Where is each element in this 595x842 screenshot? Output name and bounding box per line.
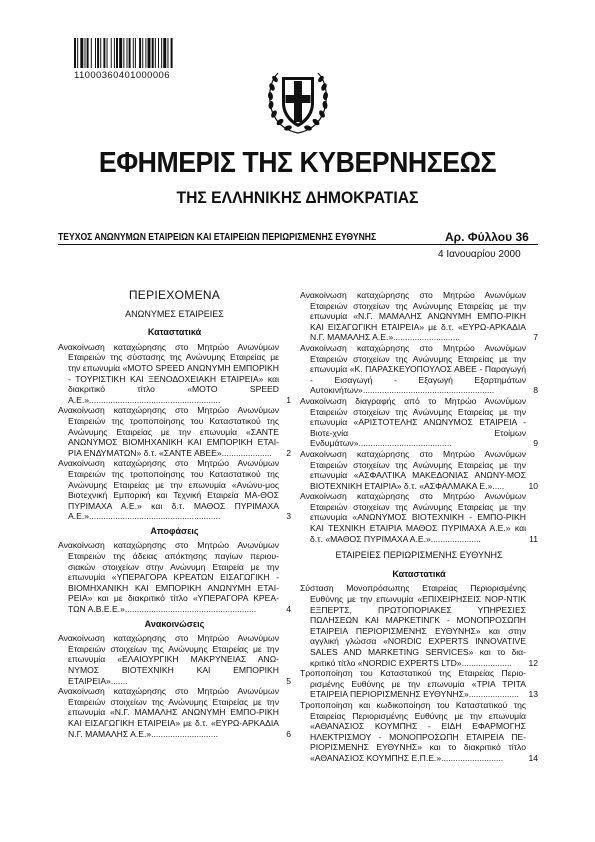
toc-entry xyxy=(58,633,291,686)
toc-entry-page-number: 4 xyxy=(286,604,291,615)
section-heading-epe: ΕΤΑΙΡΕΙΕΣ ΠΕΡΙΩΡΙΣΜΕΝΗΣ ΕΥΘΥΝΗΣ xyxy=(335,550,503,561)
toc-entry-page-number: 14 xyxy=(528,752,538,763)
barcode-bar xyxy=(145,38,146,68)
barcode-bar xyxy=(91,38,92,68)
toc-subsection-heading: Καταστατικά xyxy=(147,327,202,338)
toc-entry-text: Ανακοίνωση καταχώρησης στο Μητρώο Ανωνύμων Εταιρειών στοιχείων της Ανώνυμης Εταιρείας με την επωνυμία «Ν.Γ. ΜΑΜΑΛΗΣ ΑΝΩΝΥΜΗ ΕΜΠΟ-ΡΙΚΗ ΚΑΙ ΕΙΣΑΓΩΓΙΚΗ ΕΤΑΙΡΕΙΑ» με δ.τ. «ΕΥΡΩ-ΑΡΚΑΔΙΑ Ν.Γ. ΜΑΜΑΛΗΣ Α.Ε.»............................ xyxy=(58,686,279,739)
toc-entry xyxy=(58,342,291,406)
barcode-bar xyxy=(87,38,89,68)
toc-entry-text: Ανακοίνωση καταχώρησης στο Μητρώο Ανωνύμων Εταιρειών στοιχείων της Ανώνυμης Εταιρείας με την επωνυμία «ΑΝΩΝΥΜΟΣ ΒΙΟΤΕΧΝΙΚΗ - ΕΜΠΟ-ΡΙΚΗ ΚΑΙ ΤΕΧΝΙΚΗ ΕΤΑΙΡΙΑ ΜΑΘΟΣ ΠΥΡΙΜΑΧΑ Α.Ε.» και δ.τ. «ΜΑΘΟΣ ΠΥΡΙΜΑΧΑ Α.Ε.»..................... xyxy=(300,491,526,544)
barcode-bar xyxy=(139,38,141,68)
barcode-bar xyxy=(111,38,112,68)
toc-entry-page-number: 5 xyxy=(286,675,291,686)
toc-entry-text: Ανακοίνωση διαγραφής από το Μητρώο Ανωνύμων Εταιρειών στοιχείων της Ανώνυμης Εταιρείας με την επωνυμία «ΑΡΙΣΤΟΤΕΛΗΣ ΑΝΩΝΥΜΟΣ ΕΤΑΙΡΕΙΑ - Βιοτε-χνία Ετοίμων Ενδυμάτων»....................................... xyxy=(300,395,526,449)
toc-entry-text: Τροποποίηση και κωδικοποίηση του Καταστατικού της Εταιρείας Περιορισμένης Ευθύνης με την επωνυμία «ΑΘΑΝΑΣΙΟΣ ΚΟΥΜΠΗΣ - ΕΙΔΗ ΕΦΑΡΜΟΓΗΣ ΗΛΕΚΤΡΙΣΜΟΥ - ΜΟΝΟΠΡΟΣΩΠΗ ΕΤΑΙΡΕΙΑ ΠΕ-ΡΙΟΡΙΣΜΕΝΗΣ ΕΥΘΥΝΗΣ» και το διακριτικό τίτλο «ΑΘΑΝΑΣΙΟΣ ΚΟΥΜΠΗΣ Ε.Π.Ε.».......................... xyxy=(300,699,526,763)
toc-left-entries xyxy=(58,327,291,739)
toc-entry-page-number: 7 xyxy=(533,332,538,343)
barcode-bar xyxy=(129,38,131,68)
toc-entry xyxy=(300,343,538,396)
barcode-bar xyxy=(95,38,96,68)
barcode-bar xyxy=(80,38,83,68)
barcode-bar xyxy=(119,38,122,68)
barcode-bar xyxy=(135,38,136,68)
toc-subsection-heading: Ανακοινώσεις xyxy=(144,618,205,629)
toc-right-top-entries xyxy=(300,290,538,544)
toc-entry-text: Ανακοίνωση καταχώρησης στο Μητρώο Ανωνύμων Εταιρειών της σύστασης της Ανώνυμης Εταιρείας με την επωνυμία «ΜΟΤΟ SPEED ΑΝΩΝΥΜΗ ΕΜΠΟΡΙΚΗ - ΤΟΥΡΙΣΤΙΚΗ ΚΑΙ ΞΕΝΟΔΟΧΕΙΑΚΗ ΕΤΑΙΡΕΙΑ» και διακριτικό τίτλο «ΜΟΤΟ SPEED Α.Ε.»....................................................... xyxy=(58,341,279,405)
toc-entry xyxy=(58,540,291,614)
barcode-bar xyxy=(114,38,115,68)
barcode-bar xyxy=(171,38,173,68)
toc-subsection-heading: Αποφάσεις xyxy=(150,525,199,536)
issue-sheet-number: Αρ. Φύλλου 36 xyxy=(445,230,529,244)
barcode-bar xyxy=(103,38,105,68)
header-divider xyxy=(58,244,538,245)
toc-entry xyxy=(300,583,538,668)
toc-entry-text: Ανακοίνωση καταχώρησης στο Μητρώο Ανωνύμων Εταιρειών της τροποποίησης του Καταστατικού της Ανώνυμης Εταιρείας με την επωνυμία «Ανώνυ-μος Βιοτεχνική Εμπορική και Τεχνική Εταιρεία ΜΑ-ΘΟΣ ΠΥΡΙΜΑΧΑ Α.Ε.» και δ.τ. ΜΑΘΟΣ ΠΥΡΙΜΑΧΑ Α.Ε.»....................................................... xyxy=(58,458,279,522)
toc-entry xyxy=(300,491,538,544)
toc-entry xyxy=(58,405,291,458)
barcode-bar xyxy=(127,38,128,68)
toc-entry-page-number: 1 xyxy=(286,394,291,405)
barcode-bar xyxy=(152,38,154,68)
toc-entry xyxy=(300,290,538,343)
toc-entry-text: Ανακοίνωση καταχώρησης στο Μητρώο Ανωνύμων Εταιρειών της τροποποίησης του Καταστατικού της Ανώνυμης Εταιρείας με την επωνυμία «ΣΑΝΤΕ ΑΝΩΝΥΜΟΣ ΒΙΟΜΗΧΑΝΙΚΗ ΚΑΙ ΕΜΠΟΡΙΚΗ ΕΤΑΙ-ΡΙΑ ΕΝΔΥΜΑΤΩΝ» δ.τ. «ΣΑΝΤΕ ΑΒΕΕ»..................... xyxy=(58,405,279,458)
barcode-bar xyxy=(74,38,76,68)
barcode-bar xyxy=(107,38,108,68)
toc-entry-text: Ανακοίνωση καταχώρησης στο Μητρώο Ανωνύμων Εταιρειών στοιχείων της Ανώνυμης Εταιρείας με την επωνυμία «ΑΣΦΑΛΤΙΚΑ ΜΑΚΕΔΟΝΙΑΣ ΑΝΩΝΥ-ΜΟΣ ΒΙΟΤΕΧΝΙΚΗ ΕΤΑΙΡΙΑ» δ.τ. «ΑΣΦΑΛΜΑΚΑ Ε.»..... xyxy=(300,448,526,491)
issue-date: 4 Ιανουαρίου 2000 xyxy=(438,249,521,260)
toc-entry-page-number: 3 xyxy=(286,511,291,522)
barcode-bar xyxy=(158,38,159,68)
page-title: ΕΦΗΜΕΡΙΣ ΤΗΣ ΚΥΒΕΡΝΗΣΕΩΣ xyxy=(98,147,497,179)
toc-entry-page-number: 11 xyxy=(529,533,538,544)
toc-entry-page-number: 2 xyxy=(286,447,291,458)
section-heading-ae: ΑΝΩΝΥΜΕΣ ΕΤΑΙΡΕΙΕΣ xyxy=(125,308,224,319)
toc-entry-text: Ανακοίνωση καταχώρησης στο Μητρώο Ανωνύμων Εταιρειών στοιχείων της Ανώνυμης Εταιρείας με την επωνυμία «Κ. ΠΑΡΑΣΚΕΥΟΠΟΥΛΟΣ ΑΒΕΕ - Παραγωγή - Εισαγωγή - Εξαγωγή Εξαρτημάτων Αυτοκινήτων»....................................................... xyxy=(300,342,526,396)
toc-entry xyxy=(300,700,538,764)
toc-entry xyxy=(300,396,538,449)
toc-entry-text: Ανακοίνωση καταχώρησης στο Μητρώο Ανωνύμων Εταιρειών στοιχείων της Ανώνυμης Εταιρείας με την επωνυμία «Ν.Γ. ΜΑΜΑΛΗΣ ΑΝΩΝΥΜΗ ΕΜΠΟ-ΡΙΚΗ ΚΑΙ ΕΙΣΑΓΩΓΙΚΗ ΕΤΑΙΡΕΙΑ» με δ.τ. «ΕΥΡΩ-ΑΡΚΑΔΙΑ Ν.Γ. ΜΑΜΑΛΗΣ Α.Ε.»............................ xyxy=(300,290,526,343)
toc-entry-text: Ανακοίνωση καταχώρησης στο Μητρώο Ανωνύμων Εταιρειών της άδειας απόκτησης παγίων περιου-σιακών στοιχείων στην Ανώνυμη Εταιρεία με την επωνυμία «ΥΠΕΡΑΓΟΡΑ ΚΡΕΑΤΩΝ ΕΙΣΑΓΩΓΙΚΗ - ΒΙΟΜΗΧΑΝΙΚΗ ΚΑΙ ΕΜΠΟΡΙΚΗ ΑΝΩΝΥΜΗ ΕΤΑΙ-ΡΕΙΑ» και με διακριτικό τίτλο «ΥΠΕΡΑΓΟΡΑ ΚΡΕΑ-ΤΩΝ Α.Β.Ε.Ε.»....................................................... xyxy=(58,540,279,615)
barcode-bar xyxy=(142,38,143,68)
barcode-bar xyxy=(123,38,124,68)
coat-of-arms-icon xyxy=(262,65,334,137)
toc-entry-text: Ανακοίνωση καταχώρησης στο Μητρώο Ανωνύμων Εταιρειών στοιχείων της Ανώνυμης Εταιρείας με την επωνυμία «ΕΛΑΙΟΥΡΓΙΚΗ ΜΑΚΡΥΝΕΙΑΣ ΑΝΩ-ΝΥΜΟΣ ΒΙΟΤΕΧΝΙΚΗ ΚΑΙ ΕΜΠΟΡΙΚΗ ΕΤΑΙΡΕΙΑ»....... xyxy=(58,633,279,686)
toc-entry-page-number: 9 xyxy=(533,438,538,449)
toc-left-column xyxy=(58,290,291,739)
toc-entry xyxy=(300,668,538,700)
barcode-bar xyxy=(167,38,168,68)
page-subtitle: ΤΗΣ ΕΛΛΗΝΙΚΗΣ ΔΗΜΟΚΡΑΤΙΑΣ xyxy=(176,189,419,207)
barcode-bar xyxy=(97,38,99,68)
barcode-bar xyxy=(133,38,134,68)
toc-entry-text: Σύσταση Μονοπρόσωπης Εταιρείας Περιορισμένης Ευθύνης με την επωνυμία «ΕΠΙΧΕΙΡΗΣΕΙΣ ΝΟΡ-ΝΤΙΚ ΕΞΠΕΡΤΣ, ΠΡΩΤΟΠΟΡΙΑΚΕΣ ΥΠΗΡΕΣΙΕΣ ΠΩΛΗΣΕΩΝ ΚΑΙ ΜΑΡΚΕΤΙΝΓΚ - ΜΟΝΟΠΡΟΣΩΠΗ ΕΤΑΙΡΕΙΑ ΠΕΡΙΟΡΙΣΜΕΝΗΣ ΕΥΘΥΝΗΣ» και στην αγγλική γλώσσα «NORDIC EXPERTS INNOVATIVE SALES AND MARKETING SERVICES» και το δια-κριτικό τίτλο «NORDIC EXPERTS LTD»..................... xyxy=(300,583,526,668)
barcode-bar xyxy=(161,38,162,68)
toc-subsection-heading: Καταστατικά xyxy=(392,568,446,579)
toc-entry-page-number: 10 xyxy=(528,480,538,491)
barcode-number: 11000360401000006 xyxy=(74,70,170,81)
barcode-bar xyxy=(100,38,101,68)
toc-entry-page-number: 13 xyxy=(528,689,538,700)
barcode-image xyxy=(74,38,211,68)
toc-entry-page-number: 8 xyxy=(533,385,538,396)
toc-right-column xyxy=(300,290,538,764)
toc-entry-page-number: 12 xyxy=(528,657,538,668)
issue-type: ΤΕΥΧΟΣ ΑΝΩΝΥΜΩΝ ΕΤΑΙΡΕΙΩΝ ΚΑΙ ΕΤΑΙΡΕΙΩΝ ΠΕΡΙΩΡΙΣΜΕΝΗΣ ΕΥΘΥΝΗΣ xyxy=(58,232,377,243)
toc-entry xyxy=(300,449,538,491)
toc-entry-text: Τροποποίηση του Καταστατικού της Εταιρείας Περιο-ρισμένης Ευθύνης με την επωνυμία «ΤΡΙΑ ΤΡΙΤΑ ΕΤΑΙΡΕΙΑ ΠΕΡΙΟΡΙΣΜΕΝΗΣ ΕΥΘΥΝΗΣ»..................... xyxy=(300,668,526,700)
barcode-bar xyxy=(77,38,78,68)
barcode-bar xyxy=(116,38,118,68)
toc-entry xyxy=(58,686,291,739)
toc-entry xyxy=(58,458,291,522)
barcode-bar xyxy=(163,38,166,68)
barcode-bar xyxy=(155,38,156,68)
toc-right-bottom-entries xyxy=(300,569,538,764)
toc-entry-page-number: 6 xyxy=(286,728,291,739)
toc-title: ΠΕΡΙΕΧΟΜΕΝΑ xyxy=(128,288,221,302)
barcode-bar xyxy=(85,38,86,68)
barcode-bar xyxy=(148,38,151,68)
